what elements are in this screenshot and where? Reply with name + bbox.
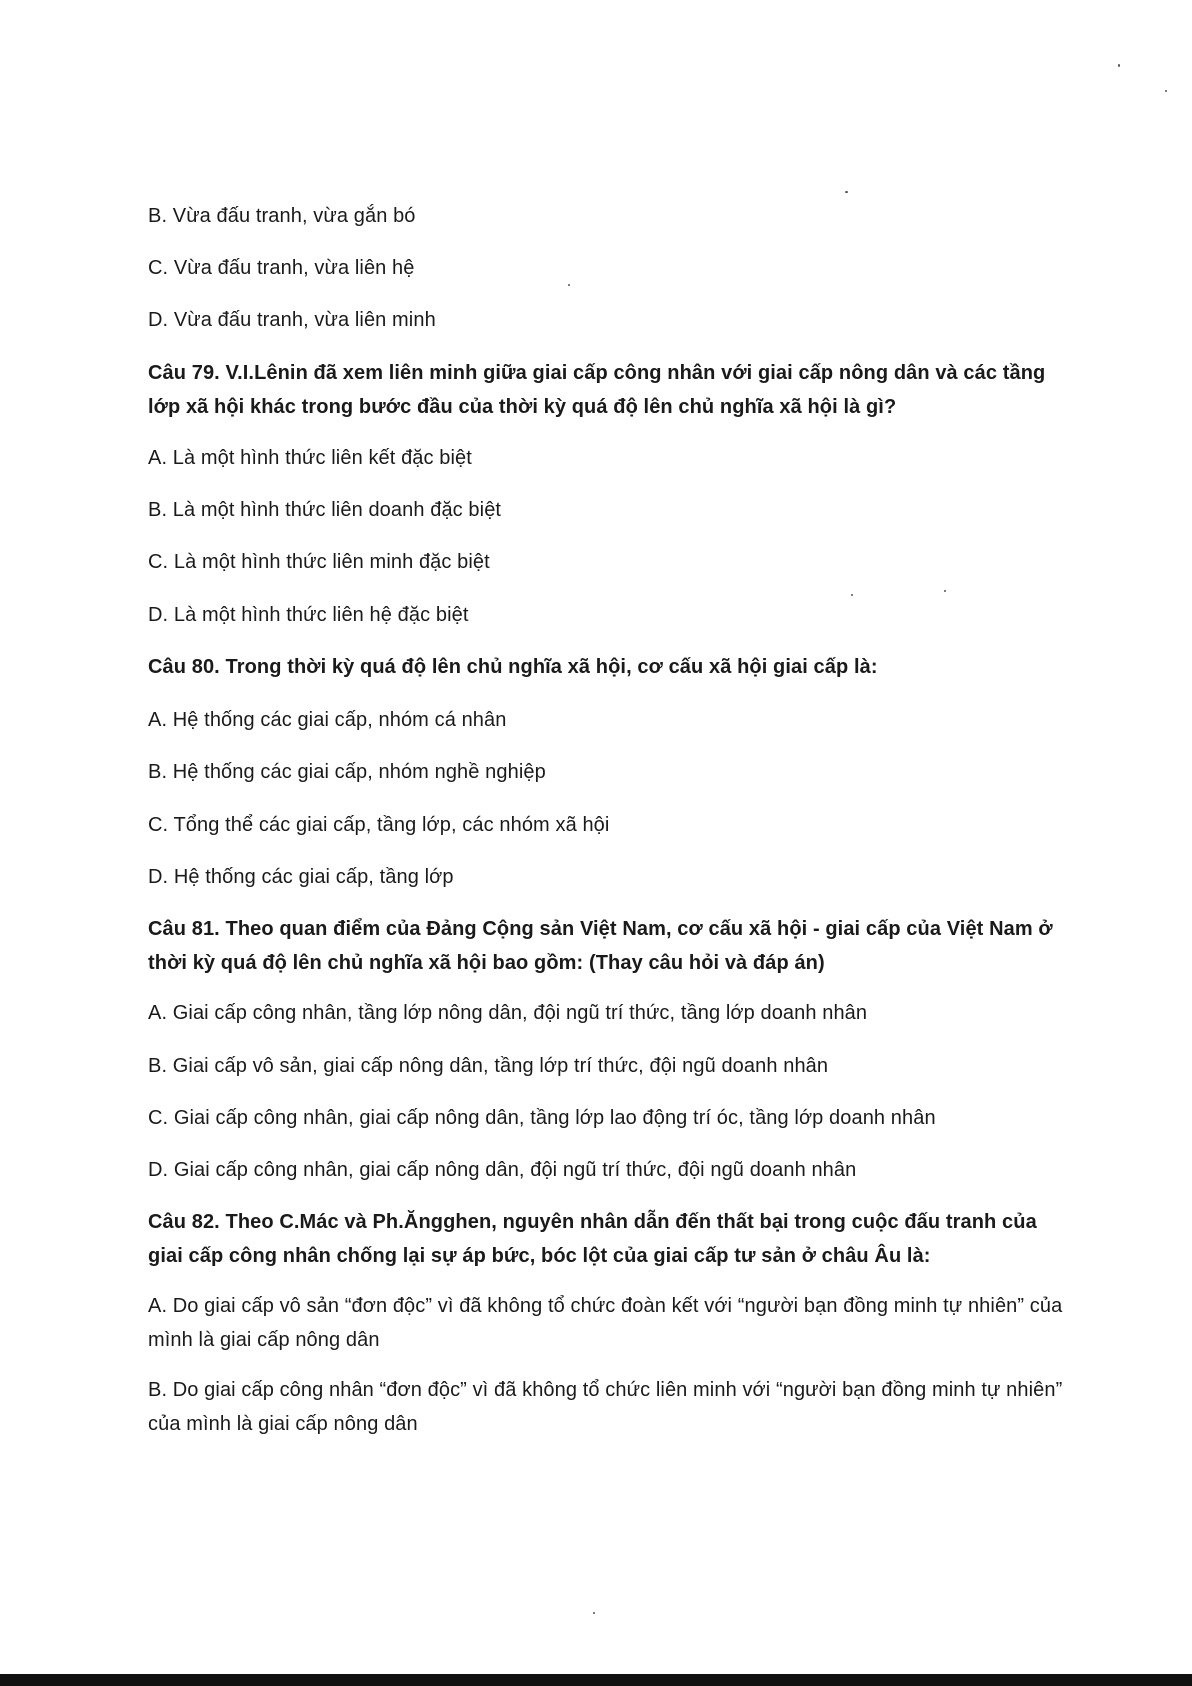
option-80-d: D. Hệ thống các giai cấp, tầng lớp bbox=[148, 866, 454, 888]
question-82: Câu 82. Theo C.Mác và Ph.Ăngghen, nguyên nhân dẫn đến thất bại trong cuộc đấu tranh của giai cấp công nhân chống lại sự áp bức, bóc lột của giai cấp tư sản ở châu Âu là: bbox=[148, 1211, 1037, 1267]
option-80-a: A. Hệ thống các giai cấp, nhóm cá nhân bbox=[148, 709, 507, 731]
option-80-c: C. Tổng thể các giai cấp, tầng lớp, các nhóm xã hội bbox=[148, 814, 610, 836]
scan-border bbox=[0, 1674, 1192, 1686]
option-81-b: B. Giai cấp vô sản, giai cấp nông dân, tầng lớp trí thức, đội ngũ doanh nhân bbox=[148, 1055, 829, 1077]
option-81-a: A. Giai cấp công nhân, tầng lớp nông dân, đội ngũ trí thức, tầng lớp doanh nhân bbox=[148, 1002, 868, 1024]
scan-speck bbox=[944, 590, 946, 592]
scan-speck bbox=[845, 191, 848, 193]
option-82-b: B. Do giai cấp công nhân “đơn độc” vì đã không tổ chức liên minh với “người bạn đồng minh tự nhiên” của mình là giai cấp nông dân bbox=[148, 1379, 1063, 1435]
scan-speck bbox=[1118, 64, 1120, 67]
option-80-b: B. Hệ thống các giai cấp, nhóm nghề nghiệp bbox=[148, 761, 546, 783]
option-78-c: C. Vừa đấu tranh, vừa liên hệ bbox=[148, 257, 415, 279]
scan-speck bbox=[593, 1612, 595, 1614]
option-78-d: D. Vừa đấu tranh, vừa liên minh bbox=[148, 309, 436, 331]
question-81: Câu 81. Theo quan điểm của Đảng Cộng sản Việt Nam, cơ cấu xã hội - giai cấp của Việt Nam ở thời kỳ quá độ lên chủ nghĩa xã hội bao gồm: (Thay câu hỏi và đáp án) bbox=[148, 918, 1053, 974]
question-79: Câu 79. V.I.Lênin đã xem liên minh giữa giai cấp công nhân với giai cấp nông dân và các tầng lớp xã hội khác trong bước đầu của thời kỳ quá độ lên chủ nghĩa xã hội là gì? bbox=[148, 362, 1046, 418]
question-80: Câu 80. Trong thời kỳ quá độ lên chủ nghĩa xã hội, cơ cấu xã hội giai cấp là: bbox=[148, 656, 878, 678]
scan-speck bbox=[568, 284, 570, 286]
option-79-a: A. Là một hình thức liên kết đặc biệt bbox=[148, 447, 472, 469]
option-79-d: D. Là một hình thức liên hệ đặc biệt bbox=[148, 604, 469, 626]
option-79-b: B. Là một hình thức liên doanh đặc biệt bbox=[148, 499, 502, 521]
option-81-d: D. Giai cấp công nhân, giai cấp nông dân, đội ngũ trí thức, đội ngũ doanh nhân bbox=[148, 1159, 857, 1181]
option-79-c: C. Là một hình thức liên minh đặc biệt bbox=[148, 551, 490, 573]
scan-speck bbox=[1165, 90, 1167, 92]
option-78-b: B. Vừa đấu tranh, vừa gắn bó bbox=[148, 205, 416, 227]
scan-speck bbox=[851, 594, 853, 596]
option-81-c: C. Giai cấp công nhân, giai cấp nông dân, tầng lớp lao động trí óc, tầng lớp doanh nhân bbox=[148, 1107, 936, 1129]
option-82-a: A. Do giai cấp vô sản “đơn độc” vì đã không tổ chức đoàn kết với “người bạn đồng minh tự nhiên” của mình là giai cấp nông dân bbox=[148, 1295, 1063, 1351]
